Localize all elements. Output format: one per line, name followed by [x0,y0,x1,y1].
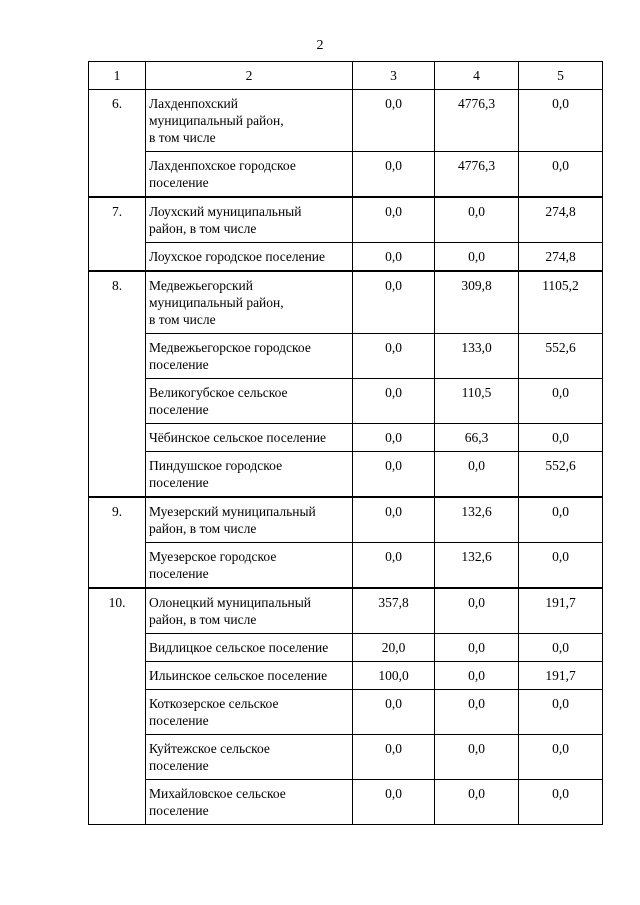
value-cell-c4 [435,543,519,589]
municipality-name-cell [146,424,353,452]
value-cell-c5 [519,271,603,334]
value-cell-c3 [353,271,435,334]
value-cell-c3 [353,780,435,825]
table-row [89,662,603,690]
row-number-cell [89,197,146,271]
value-text: 0,0 [385,458,402,473]
municipality-name-cell [146,780,353,825]
table-row [89,735,603,780]
municipality-name-line: Ильинское сельское поселение [149,668,328,683]
value-text: 357,8 [378,595,409,610]
municipality-name-cell [146,152,353,198]
table-row [89,379,603,424]
header-cell: 5 [519,62,603,90]
value-cell-c4 [435,152,519,198]
value-cell-c5 [519,780,603,825]
value-cell-c5 [519,634,603,662]
table-row [89,152,603,198]
table-row [89,243,603,272]
value-cell-c3 [353,452,435,498]
municipality-name-line: поселение [149,566,209,581]
value-cell-c5 [519,543,603,589]
value-cell-c3 [353,90,435,152]
value-text: 4776,3 [457,96,496,111]
municipality-name-cell [146,334,353,379]
municipality-name-line: Лахденпохское городское [149,158,296,173]
value-text: 191,7 [545,595,576,610]
value-text: 0,0 [468,595,485,610]
value-cell-c5 [519,379,603,424]
value-text: 110,5 [461,385,492,400]
page-number: 2 [316,38,324,53]
municipality-name-cell [146,452,353,498]
table-row [89,334,603,379]
value-text: 1105,2 [542,278,579,293]
value-text: 20,0 [381,640,406,655]
value-cell-c3 [353,243,435,272]
value-text: 0,0 [468,786,485,801]
municipality-name-cell [146,90,353,152]
value-cell-c5 [519,497,603,543]
value-text: 0,0 [385,96,402,111]
municipality-name-line: Медвежьегорское городское [149,340,311,355]
value-cell-c5 [519,424,603,452]
municipality-name-line: поселение [149,357,209,372]
table-row [89,452,603,498]
municipality-name-line: поселение [149,475,209,490]
value-text: 0,0 [385,741,402,756]
value-text: 132,6 [461,504,492,519]
value-cell-c5 [519,197,603,243]
value-cell-c4 [435,735,519,780]
municipality-name-line: район, в том числе [149,612,257,627]
value-cell-c4 [435,452,519,498]
value-text: 0,0 [385,504,402,519]
value-text: 0,0 [552,549,569,564]
value-cell-c4 [435,662,519,690]
value-text: 0,0 [468,204,485,219]
value-cell-c4 [435,634,519,662]
value-cell-c5 [519,735,603,780]
municipality-name-line: Муезерское городское [149,549,277,564]
value-cell-c4 [435,90,519,152]
value-text: 552,6 [545,340,576,355]
table-row [89,497,603,543]
value-cell-c3 [353,634,435,662]
value-text: 0,0 [385,340,402,355]
value-text: 0,0 [552,741,569,756]
value-cell-c5 [519,690,603,735]
value-text: 0,0 [385,204,402,219]
value-text: 0,0 [552,640,569,655]
value-cell-c4 [435,588,519,634]
value-cell-c4 [435,379,519,424]
municipality-name-line: поселение [149,713,209,728]
municipality-name-line: Михайловское сельское [149,786,286,801]
row-number-cell [89,271,146,497]
value-cell-c4 [435,334,519,379]
table-row [89,634,603,662]
value-text: 0,0 [468,668,485,683]
header-cell: 4 [435,62,519,90]
row-number: 9. [111,504,123,519]
municipality-name-line: поселение [149,402,209,417]
table-row [89,543,603,589]
municipality-name-line: Муезерский муниципальный [149,504,316,519]
table-row [89,90,603,152]
value-cell-c5 [519,588,603,634]
value-text: 309,8 [461,278,492,293]
value-text: 133,0 [461,340,492,355]
table-row [89,588,603,634]
value-cell-c5 [519,152,603,198]
value-cell-c3 [353,662,435,690]
value-cell-c3 [353,152,435,198]
value-cell-c5 [519,452,603,498]
value-text: 0,0 [468,249,485,264]
value-text: 274,8 [545,249,576,264]
municipality-name-line: Великогубское сельское [149,385,288,400]
municipality-name-line: в том числе [149,130,216,145]
municipality-name-line: поселение [149,175,209,190]
value-cell-c4 [435,690,519,735]
municipality-name-line: район, в том числе [149,221,257,236]
header-cell: 2 [146,62,353,90]
row-number-cell [89,588,146,825]
value-text: 4776,3 [457,158,496,173]
municipality-name-cell [146,197,353,243]
value-cell-c4 [435,271,519,334]
value-text: 0,0 [385,786,402,801]
table-body [89,90,603,825]
table-row [89,197,603,243]
value-cell-c5 [519,90,603,152]
municipality-name-line: поселение [149,758,209,773]
value-text: 66,3 [464,430,489,445]
value-text: 0,0 [468,696,485,711]
value-text: 0,0 [552,430,569,445]
value-text: 0,0 [552,504,569,519]
municipality-name-cell [146,497,353,543]
value-text: 191,7 [545,668,576,683]
table-row [89,690,603,735]
municipality-name-line: Олонецкий муниципальный [149,595,311,610]
value-cell-c4 [435,243,519,272]
value-cell-c5 [519,243,603,272]
value-text: 0,0 [552,96,569,111]
table-row [89,424,603,452]
row-number-cell [89,497,146,588]
municipality-name-cell [146,543,353,589]
header-cell: 3 [353,62,435,90]
value-text: 0,0 [552,158,569,173]
municipality-name-cell [146,243,353,272]
value-cell-c3 [353,690,435,735]
municipality-name-cell [146,735,353,780]
municipality-name-line: Пиндушское городское [149,458,283,473]
municipality-name-cell [146,588,353,634]
municipality-name-cell [146,271,353,334]
value-text: 0,0 [385,385,402,400]
value-text: 0,0 [385,696,402,711]
table-row [89,271,603,334]
value-cell-c4 [435,197,519,243]
header-cell: 1 [89,62,146,90]
municipality-name-line: Видлицкое сельское поселение [149,640,329,655]
value-text: 0,0 [468,640,485,655]
value-text: 0,0 [385,430,402,445]
value-text: 0,0 [552,696,569,711]
row-number-cell [89,90,146,198]
value-cell-c3 [353,543,435,589]
value-text: 132,6 [461,549,492,564]
value-text: 0,0 [385,249,402,264]
value-cell-c5 [519,662,603,690]
value-text: 0,0 [385,158,402,173]
municipality-name-line: район, в том числе [149,521,257,536]
value-text: 0,0 [552,786,569,801]
table-row [89,780,603,825]
value-text: 0,0 [468,458,485,473]
municipality-name-line: Лоухский муниципальный [149,204,302,219]
municipality-name-line: Куйтежское сельское [149,741,270,756]
municipality-name-cell [146,690,353,735]
value-text: 552,6 [545,458,576,473]
value-text: 274,8 [545,204,576,219]
municipality-name-line: Лахденпохский [149,96,238,111]
municipality-name-line: поселение [149,803,209,818]
value-cell-c3 [353,379,435,424]
allocation-table [88,61,603,825]
value-text: 100,0 [378,668,409,683]
value-cell-c3 [353,334,435,379]
value-cell-c3 [353,588,435,634]
municipality-name-line: Коткозерское сельское [149,696,279,711]
value-cell-c3 [353,424,435,452]
row-number: 10. [108,595,126,610]
row-number: 8. [111,278,123,293]
value-text: 0,0 [385,278,402,293]
municipality-name-line: в том числе [149,312,216,327]
row-number: 7. [111,204,123,219]
municipality-name-cell [146,634,353,662]
row-number: 6. [111,96,123,111]
value-cell-c3 [353,497,435,543]
municipality-name-cell [146,662,353,690]
table-header-row [89,62,603,90]
value-text: 0,0 [468,741,485,756]
value-cell-c5 [519,334,603,379]
value-cell-c4 [435,497,519,543]
municipality-name-line: Лоухское городское поселение [149,249,326,264]
municipality-name-line: Чёбинское сельское поселение [149,430,327,445]
value-cell-c4 [435,780,519,825]
value-cell-c3 [353,197,435,243]
value-text: 0,0 [552,385,569,400]
value-cell-c3 [353,735,435,780]
municipality-name-line: муниципальный район, [149,295,284,310]
municipality-name-line: Медвежьегорский [149,278,253,293]
value-cell-c4 [435,424,519,452]
value-text: 0,0 [385,549,402,564]
municipality-name-line: муниципальный район, [149,113,284,128]
municipality-name-cell [146,379,353,424]
